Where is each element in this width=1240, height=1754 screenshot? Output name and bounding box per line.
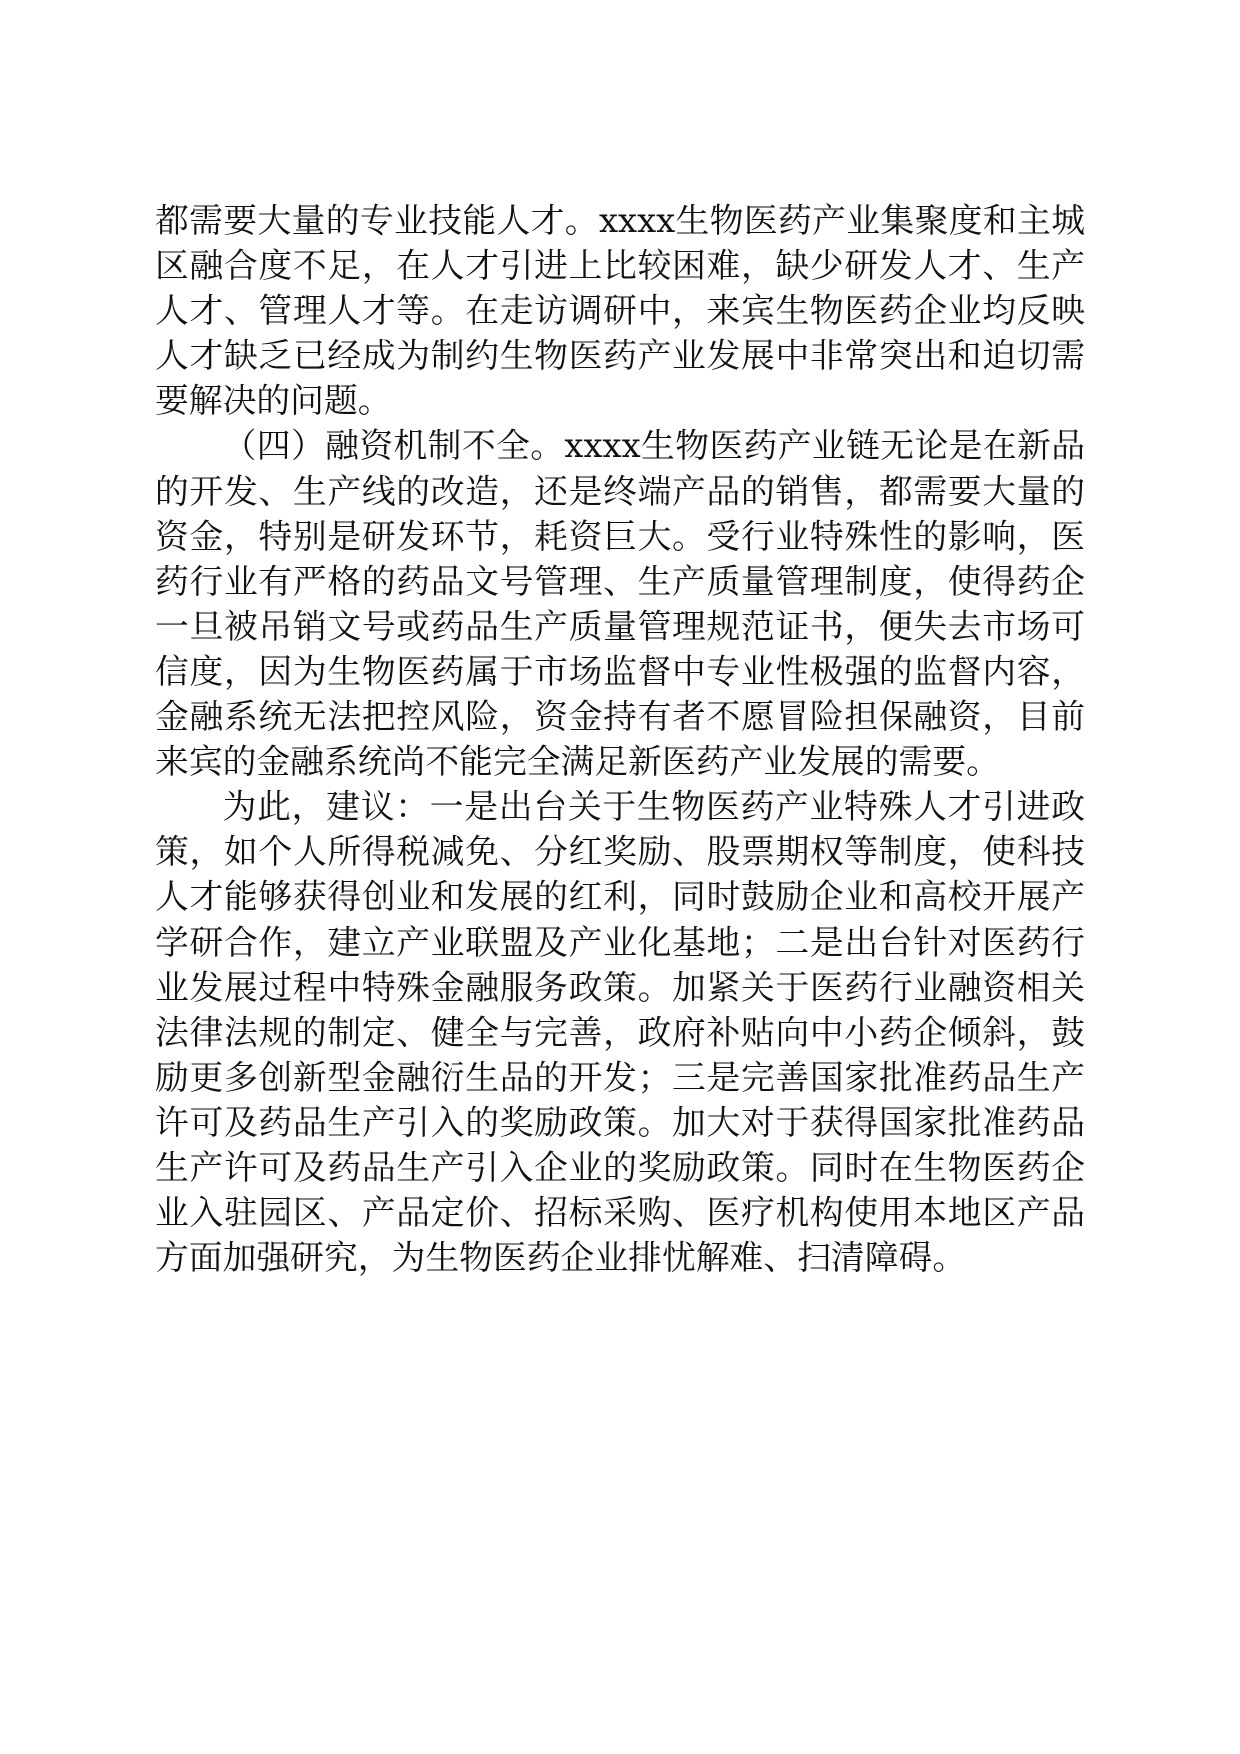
paragraph-talent-shortage: 都需要大量的专业技能人才。xxxx生物医药产业集聚度和主城区融合度不足，在人才引进上比较困难，缺少研发人才、生产人才、管理人才等。在走访调研中，来宾生物医药企业均反映人才缺乏已经成为制约生物医药产业发展中非常突出和迫切需要解决的问题。 [155, 201, 1085, 421]
paragraph-recommendations: 为此，建议：一是出台关于生物医药产业特殊人才引进政策，如个人所得税减免、分红奖励、股票期权等制度，使科技人才能够获得创业和发展的红利，同时鼓励企业和高校开展产学研合作，建立产业联盟及产业化基地；二是出台针对医药行业发展过程中特殊金融服务政策。加紧关于医药行业融资相关法律法规的制定、健全与完善，政府补贴向中小药企倾斜，鼓励更多创新型金融衍生品的开发；三是完善国家批准药品生产许可及药品生产引入的奖励政策。加大对于获得国家批准药品生产许可及药品生产引入企业的奖励政策。同时在生物医药企业入驻园区、产品定价、招标采购、医疗机构使用本地区产品方面加强研究，为生物医药企业排忧解难、扫清障碍。 [155, 787, 1085, 1278]
paragraph-financing-mechanism: （四）融资机制不全。xxxx生物医药产业链无论是在新品的开发、生产线的改造，还是终端产品的销售，都需要大量的资金，特别是研发环节，耗资巨大。受行业特殊性的影响，医药行业有严格的药品文号管理、生产质量管理制度，使得药企一旦被吊销文号或药品生产质量管理规范证书，便失去市场可信度，因为生物医药属于市场监督中专业性极强的监督内容，金融系统无法把控风险，资金持有者不愿冒险担保融资，目前来宾的金融系统尚不能完全满足新医药产业发展的需要。 [155, 426, 1085, 782]
document-body [155, 198, 1085, 1280]
